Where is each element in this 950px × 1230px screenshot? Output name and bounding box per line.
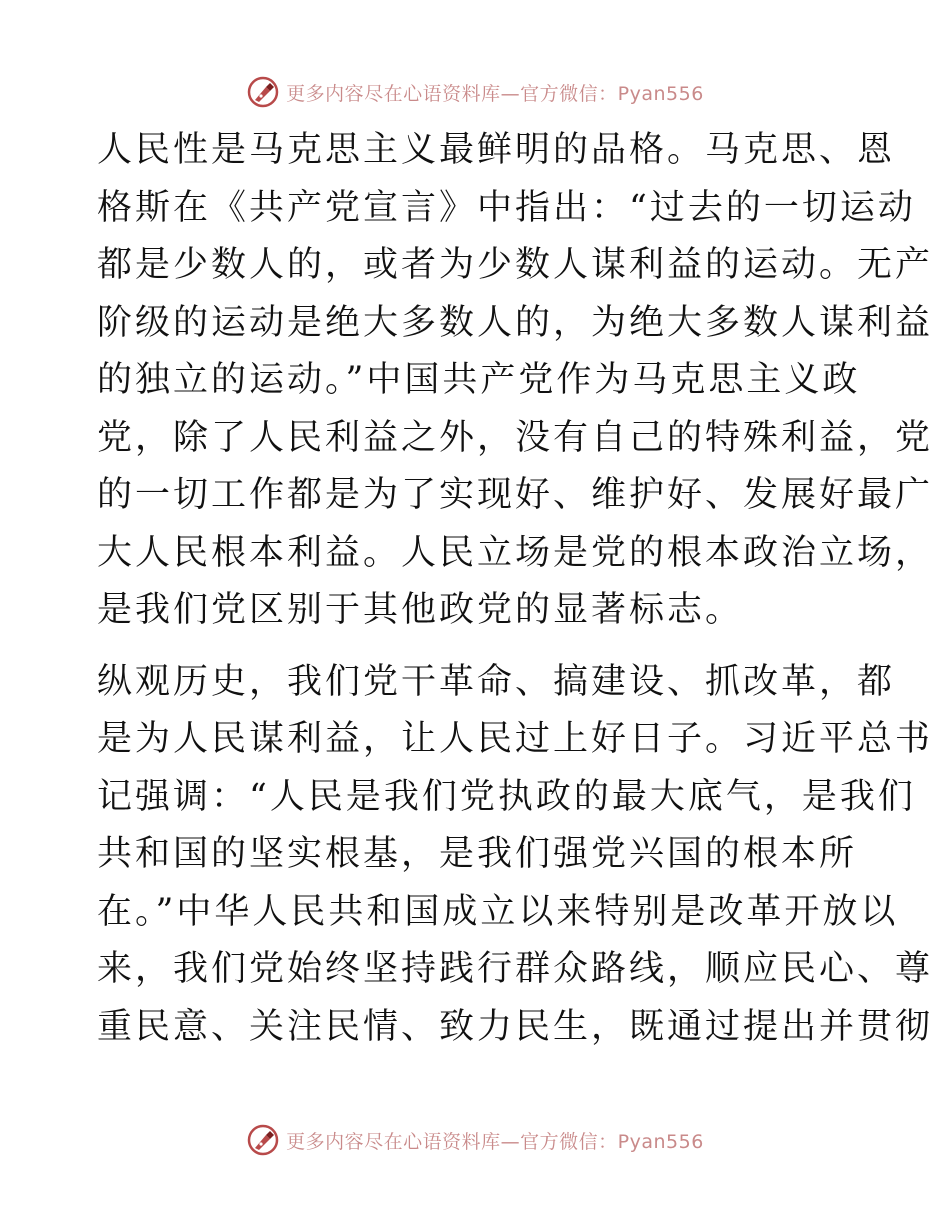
paragraph	[97, 122, 934, 640]
text-line: 记强调：“人民是我们党执政的最大底气，是我们	[97, 776, 916, 817]
text-line: 人民性是马克思主义最鲜明的品格。马克思、恩	[97, 130, 896, 170]
text-line: 的一切工作都是为了实现好、维护好、发展好最广	[97, 475, 934, 515]
text-line: 来，我们党始终坚持践行群众路线，顺应民心、尊	[97, 949, 934, 989]
watermark-text: 更多内容尽在心语资料库—官方微信：Pyan556	[286, 82, 704, 105]
text-line: 是我们党区别于其他政党的显著标志。	[97, 590, 744, 630]
text-line: 在。”中华人民共和国成立以来特别是改革开放以	[97, 891, 899, 932]
paragraph	[97, 654, 934, 1057]
text-line: 党，除了人民利益之外，没有自己的特殊利益，党	[97, 417, 934, 458]
footer-watermark	[0, 1120, 950, 1160]
pen-nib-logo-icon	[246, 75, 280, 109]
text-line: 格斯在《共产党宣言》中指出：“过去的一切运动	[97, 187, 916, 228]
watermark-text: 更多内容尽在心语资料库—官方微信：Pyan556	[286, 1130, 704, 1153]
document-body	[97, 122, 934, 1056]
text-line: 是为人民谋利益，让人民过上好日子。习近平总书	[97, 719, 934, 759]
text-line: 阶级的运动是绝大多数人的，为绝大多数人谋利益	[97, 302, 934, 343]
text-line: 都是少数人的，或者为少数人谋利益的运动。无产	[97, 245, 934, 285]
text-line: 重民意、关注民情、致力民生，既通过提出并贯彻	[97, 1006, 934, 1047]
text-line: 共和国的坚实根基，是我们强党兴国的根本所	[97, 834, 858, 874]
text-line: 的独立的运动。”中国共产党作为马克思主义政	[97, 360, 861, 400]
text-line: 纵观历史，我们党干革命、搞建设、抓改革，都	[97, 661, 896, 702]
pen-nib-logo-icon	[246, 1123, 280, 1157]
text-line: 大人民根本利益。人民立场是党的根本政治立场，	[97, 532, 934, 573]
header-watermark	[0, 72, 950, 112]
